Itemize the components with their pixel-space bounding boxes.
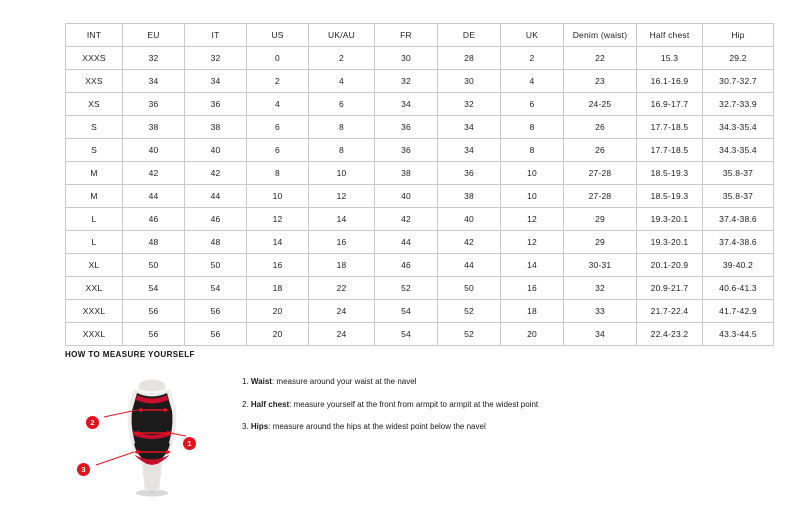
cell-denim-waist: 29 <box>564 231 637 254</box>
cell-eu: 48 <box>123 231 185 254</box>
cell-denim-waist: 29 <box>564 208 637 231</box>
table-header-row <box>66 24 774 47</box>
cell-int: L <box>66 208 123 231</box>
note-index-2: 2. <box>242 399 249 409</box>
cell-us: 10 <box>247 185 309 208</box>
cell-int: M <box>66 162 123 185</box>
note-text-half-chest: : measure yourself at the front from armpit to armpit at the widest point <box>289 399 539 409</box>
cell-de: 52 <box>438 323 501 346</box>
cell-ukau: 6 <box>309 93 375 116</box>
cell-hip: 35.8-37 <box>703 185 774 208</box>
table-row <box>66 116 774 139</box>
table-row <box>66 231 774 254</box>
size-chart-container <box>65 23 757 346</box>
cell-hip: 40.6-41.3 <box>703 277 774 300</box>
column-header-de: DE <box>438 24 501 47</box>
cell-hip: 37.4-38.6 <box>703 231 774 254</box>
cell-eu: 50 <box>123 254 185 277</box>
cell-fr: 44 <box>375 231 438 254</box>
note-index-1: 1. <box>242 377 249 386</box>
cell-it: 38 <box>185 116 247 139</box>
cell-ukau: 14 <box>309 208 375 231</box>
cell-half-chest: 16.1-16.9 <box>637 70 703 93</box>
cell-int: M <box>66 185 123 208</box>
cell-half-chest: 18.5-19.3 <box>637 162 703 185</box>
cell-ukau: 24 <box>309 323 375 346</box>
cell-de: 44 <box>438 254 501 277</box>
cell-us: 20 <box>247 300 309 323</box>
callout-marker-2: 2 <box>86 416 99 429</box>
cell-half-chest: 19.3-20.1 <box>637 231 703 254</box>
table-row <box>66 162 774 185</box>
cell-uk: 12 <box>501 208 564 231</box>
cell-uk: 2 <box>501 47 564 70</box>
cell-int: XL <box>66 254 123 277</box>
cell-ukau: 2 <box>309 47 375 70</box>
cell-half-chest: 17.7-18.5 <box>637 139 703 162</box>
cell-de: 38 <box>438 185 501 208</box>
cell-uk: 10 <box>501 162 564 185</box>
cell-it: 36 <box>185 93 247 116</box>
cell-fr: 30 <box>375 47 438 70</box>
column-header-half-chest: Half chest <box>637 24 703 47</box>
cell-fr: 46 <box>375 254 438 277</box>
cell-uk: 16 <box>501 277 564 300</box>
cell-fr: 52 <box>375 277 438 300</box>
cell-int: XXL <box>66 277 123 300</box>
table-row <box>66 139 774 162</box>
column-header-eu: EU <box>123 24 185 47</box>
table-row <box>66 47 774 70</box>
cell-de: 52 <box>438 300 501 323</box>
size-chart-table <box>65 23 774 346</box>
cell-int: XXS <box>66 70 123 93</box>
cell-ukau: 24 <box>309 300 375 323</box>
note-index-3: 3. <box>242 422 249 432</box>
cell-de: 34 <box>438 139 501 162</box>
cell-uk: 12 <box>501 231 564 254</box>
table-header <box>66 24 774 47</box>
cell-uk: 6 <box>501 93 564 116</box>
cell-it: 44 <box>185 185 247 208</box>
cell-half-chest: 17.7-18.5 <box>637 116 703 139</box>
cell-half-chest: 15.3 <box>637 47 703 70</box>
cell-ukau: 18 <box>309 254 375 277</box>
cell-de: 42 <box>438 231 501 254</box>
cell-us: 16 <box>247 254 309 277</box>
cell-uk: 10 <box>501 185 564 208</box>
cell-hip: 34.3-35.4 <box>703 116 774 139</box>
cell-it: 56 <box>185 300 247 323</box>
cell-eu: 56 <box>123 300 185 323</box>
table-row <box>66 70 774 93</box>
measurement-note-hips <box>242 422 538 432</box>
column-header-uk: UK <box>501 24 564 47</box>
cell-eu: 42 <box>123 162 185 185</box>
table-row <box>66 323 774 346</box>
cell-denim-waist: 26 <box>564 139 637 162</box>
column-header-ukau: UK/AU <box>309 24 375 47</box>
cell-denim-waist: 30-31 <box>564 254 637 277</box>
cell-ukau: 22 <box>309 277 375 300</box>
cell-hip: 29.2 <box>703 47 774 70</box>
cell-hip: 43.3-44.5 <box>703 323 774 346</box>
cell-half-chest: 22.4-23.2 <box>637 323 703 346</box>
cell-ukau: 8 <box>309 139 375 162</box>
cell-int: XXXS <box>66 47 123 70</box>
table-row <box>66 254 774 277</box>
cell-it: 48 <box>185 231 247 254</box>
cell-int: S <box>66 116 123 139</box>
cell-uk: 8 <box>501 116 564 139</box>
cell-denim-waist: 33 <box>564 300 637 323</box>
cell-int: L <box>66 231 123 254</box>
cell-fr: 38 <box>375 162 438 185</box>
cell-it: 42 <box>185 162 247 185</box>
column-header-it: IT <box>185 24 247 47</box>
cell-us: 4 <box>247 93 309 116</box>
callout-marker-1: 1 <box>183 437 196 450</box>
column-header-denim-waist: Denim (waist) <box>564 24 637 47</box>
table-row <box>66 300 774 323</box>
cell-us: 2 <box>247 70 309 93</box>
cell-half-chest: 20.9-21.7 <box>637 277 703 300</box>
note-term-half-chest: Half chest <box>250 399 290 409</box>
cell-fr: 42 <box>375 208 438 231</box>
measurement-diagram <box>81 369 220 499</box>
note-term-waist: Waist <box>250 377 272 386</box>
cell-uk: 20 <box>501 323 564 346</box>
cell-fr: 54 <box>375 300 438 323</box>
cell-it: 56 <box>185 323 247 346</box>
cell-us: 0 <box>247 47 309 70</box>
note-text-hips: : measure around the hips at the widest point below the navel <box>268 422 486 432</box>
cell-denim-waist: 27-28 <box>564 162 637 185</box>
cell-int: S <box>66 139 123 162</box>
cell-eu: 54 <box>123 277 185 300</box>
cell-denim-waist: 34 <box>564 323 637 346</box>
cell-fr: 34 <box>375 93 438 116</box>
measurement-note-half-chest <box>242 400 538 410</box>
cell-int: XS <box>66 93 123 116</box>
cell-hip: 30.7-32.7 <box>703 70 774 93</box>
cell-denim-waist: 26 <box>564 116 637 139</box>
cell-it: 32 <box>185 47 247 70</box>
cell-hip: 39-40.2 <box>703 254 774 277</box>
cell-eu: 40 <box>123 139 185 162</box>
cell-de: 50 <box>438 277 501 300</box>
cell-us: 6 <box>247 116 309 139</box>
cell-us: 12 <box>247 208 309 231</box>
cell-half-chest: 16.9-17.7 <box>637 93 703 116</box>
cell-ukau: 8 <box>309 116 375 139</box>
how-to-measure-title: HOW TO MEASURE YOURSELF <box>65 350 195 359</box>
cell-us: 6 <box>247 139 309 162</box>
cell-half-chest: 18.5-19.3 <box>637 185 703 208</box>
cell-it: 46 <box>185 208 247 231</box>
cell-ukau: 4 <box>309 70 375 93</box>
cell-hip: 41.7-42.9 <box>703 300 774 323</box>
cell-denim-waist: 32 <box>564 277 637 300</box>
column-header-us: US <box>247 24 309 47</box>
table-body <box>66 47 774 346</box>
cell-fr: 54 <box>375 323 438 346</box>
cell-de: 32 <box>438 93 501 116</box>
cell-int: XXXL <box>66 300 123 323</box>
cell-hip: 37.4-38.6 <box>703 208 774 231</box>
cell-us: 18 <box>247 277 309 300</box>
cell-half-chest: 20.1-20.9 <box>637 254 703 277</box>
measurement-notes <box>242 369 538 445</box>
cell-denim-waist: 24-25 <box>564 93 637 116</box>
cell-hip: 32.7-33.9 <box>703 93 774 116</box>
cell-de: 28 <box>438 47 501 70</box>
cell-eu: 44 <box>123 185 185 208</box>
measurement-note-waist <box>242 377 538 387</box>
cell-uk: 4 <box>501 70 564 93</box>
cell-fr: 32 <box>375 70 438 93</box>
note-term-hips: Hips <box>250 422 269 432</box>
column-header-hip: Hip <box>703 24 774 47</box>
cell-uk: 18 <box>501 300 564 323</box>
cell-eu: 56 <box>123 323 185 346</box>
cell-de: 34 <box>438 116 501 139</box>
table-row <box>66 277 774 300</box>
cell-ukau: 16 <box>309 231 375 254</box>
cell-us: 14 <box>247 231 309 254</box>
cell-eu: 46 <box>123 208 185 231</box>
cell-int: XXXL <box>66 323 123 346</box>
how-to-measure-section <box>65 350 745 499</box>
cell-eu: 36 <box>123 93 185 116</box>
cell-it: 40 <box>185 139 247 162</box>
cell-eu: 34 <box>123 70 185 93</box>
cell-half-chest: 21.7-22.4 <box>637 300 703 323</box>
cell-ukau: 12 <box>309 185 375 208</box>
cell-uk: 8 <box>501 139 564 162</box>
table-row <box>66 185 774 208</box>
cell-de: 40 <box>438 208 501 231</box>
cell-half-chest: 19.3-20.1 <box>637 208 703 231</box>
cell-eu: 32 <box>123 47 185 70</box>
note-text-waist: : measure around your waist at the navel <box>271 377 417 386</box>
cell-it: 34 <box>185 70 247 93</box>
cell-it: 54 <box>185 277 247 300</box>
cell-fr: 36 <box>375 116 438 139</box>
cell-denim-waist: 27-28 <box>564 185 637 208</box>
cell-it: 50 <box>185 254 247 277</box>
cell-hip: 34.3-35.4 <box>703 139 774 162</box>
table-row <box>66 93 774 116</box>
cell-uk: 14 <box>501 254 564 277</box>
how-to-measure-body <box>65 369 745 499</box>
callout-marker-3: 3 <box>77 463 90 476</box>
cell-us: 8 <box>247 162 309 185</box>
cell-de: 30 <box>438 70 501 93</box>
cell-us: 20 <box>247 323 309 346</box>
column-header-fr: FR <box>375 24 438 47</box>
cell-ukau: 10 <box>309 162 375 185</box>
column-header-int: INT <box>66 24 123 47</box>
mannequin-illustration <box>90 369 220 499</box>
table-row <box>66 208 774 231</box>
cell-de: 36 <box>438 162 501 185</box>
cell-eu: 38 <box>123 116 185 139</box>
cell-fr: 40 <box>375 185 438 208</box>
cell-denim-waist: 23 <box>564 70 637 93</box>
cell-hip: 35.8-37 <box>703 162 774 185</box>
cell-fr: 36 <box>375 139 438 162</box>
cell-denim-waist: 22 <box>564 47 637 70</box>
